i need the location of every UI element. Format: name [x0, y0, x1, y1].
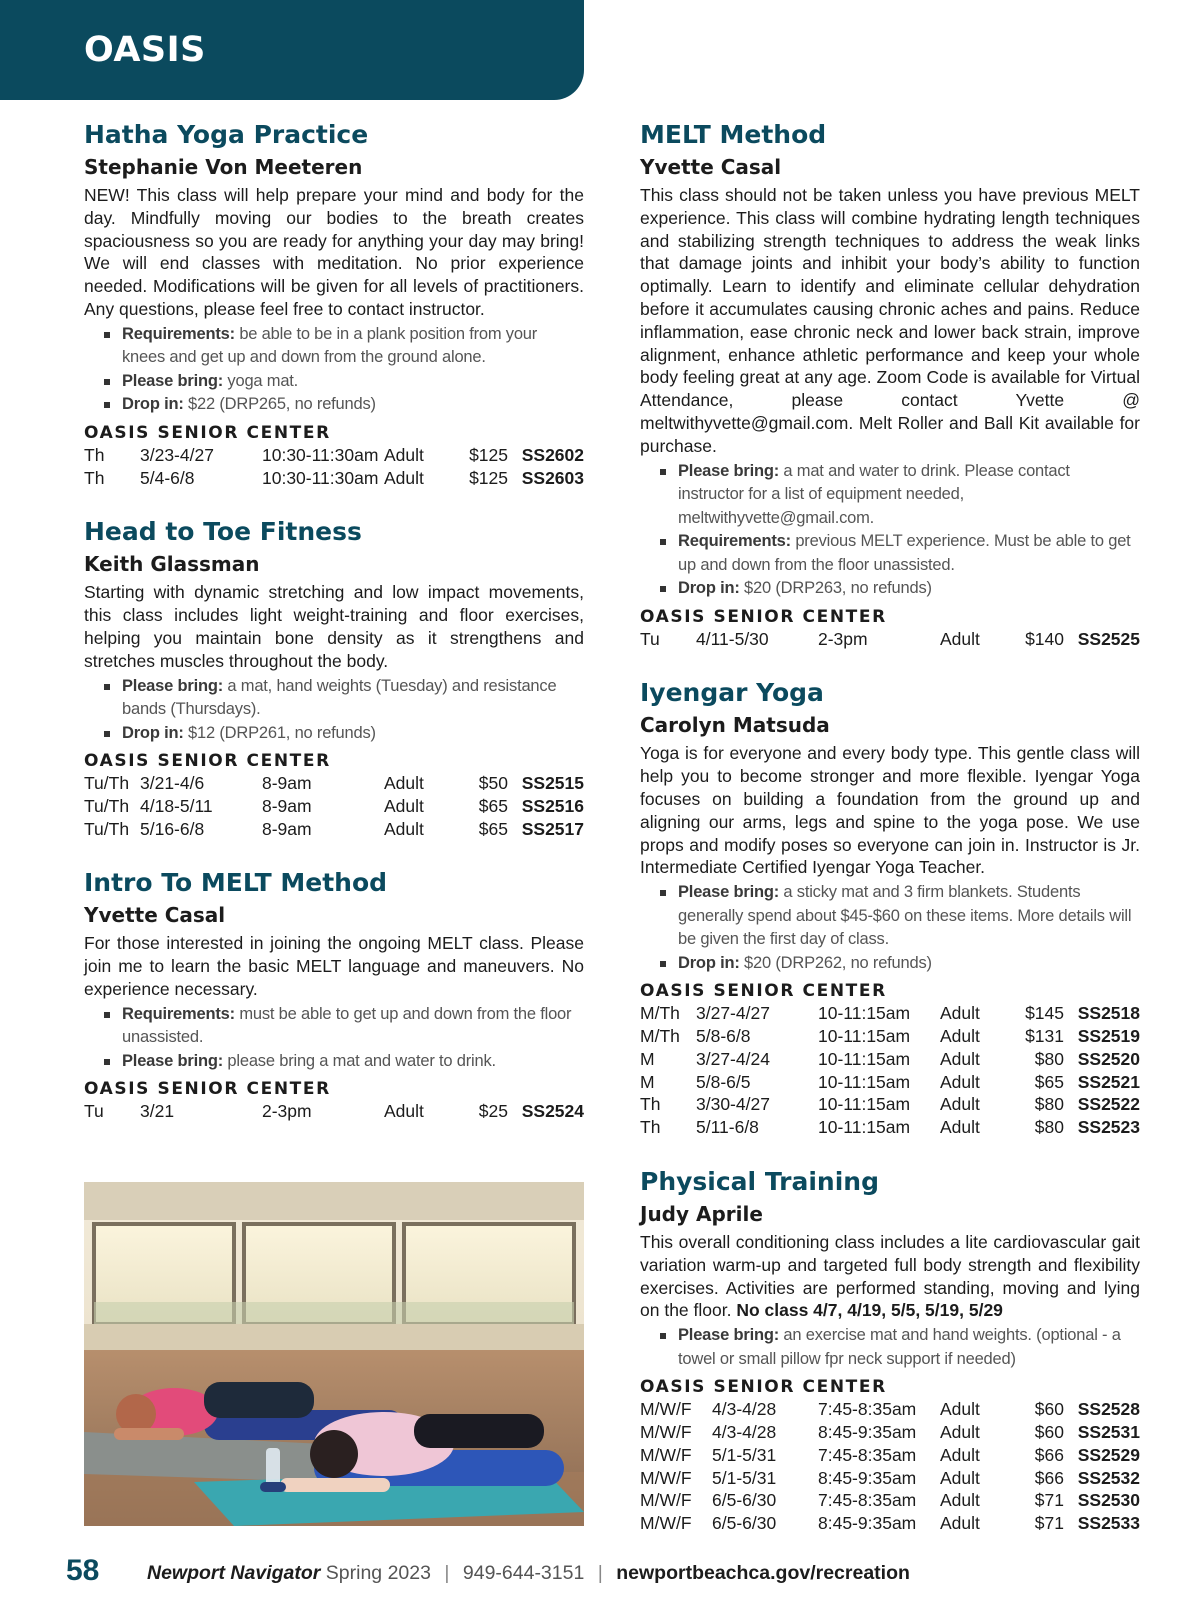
course-instructor: Carolyn Matsuda — [640, 713, 830, 738]
note-text: a sticky mat and 3 firm blankets. Students generally spend about $45-$60 on these items. More details will be given the first day of class. — [678, 883, 1132, 949]
schedule-row — [84, 818, 584, 841]
course-notes — [104, 675, 584, 746]
schedule-age: Adult — [384, 818, 424, 839]
schedule-time: 10-11:15am — [818, 1003, 911, 1024]
note-label: Drop in: — [122, 723, 184, 742]
schedule-row — [640, 1421, 1140, 1444]
schedule-row — [640, 1071, 1140, 1094]
schedule-row — [84, 1100, 584, 1123]
note-item — [104, 722, 584, 746]
course-location: OASIS SENIOR CENTER — [84, 422, 331, 443]
schedule-dates: 3/23-4/27 — [140, 444, 214, 465]
schedule-dates: 5/4-6/8 — [140, 467, 195, 488]
schedule-fee: $145 — [1025, 1003, 1064, 1024]
schedule-time: 10:30-11:30am — [262, 444, 379, 465]
note-label: Drop in: — [678, 579, 740, 598]
note-label: Requirements: — [678, 532, 791, 551]
schedule-row — [640, 1048, 1140, 1071]
note-item — [104, 370, 584, 394]
course-iyengar-yoga — [640, 676, 1140, 1139]
schedule-code: SS2516 — [521, 795, 584, 816]
schedule-time: 8:45-9:35am — [818, 1513, 917, 1534]
note-text: $20 (DRP263, no refunds) — [739, 579, 932, 598]
section-title: OASIS — [84, 30, 206, 70]
note-item — [104, 1050, 584, 1074]
course-melt-method — [640, 118, 1140, 650]
schedule-fee: $80 — [1034, 1048, 1064, 1069]
course-description: For those interested in joining the ongoing MELT class. Please join me to learn the basic MELT language and maneuvers. No experience necessary. — [84, 933, 584, 1000]
schedule-dates: 4/3-4/28 — [712, 1399, 777, 1420]
schedule-code: SS2515 — [521, 773, 584, 794]
schedule-fee: $25 — [478, 1101, 508, 1122]
schedule-fee: $80 — [1034, 1117, 1064, 1138]
schedule-dates: 3/30-4/27 — [696, 1094, 770, 1115]
course-title: Physical Training — [640, 1166, 879, 1196]
schedule-age: Adult — [384, 795, 424, 816]
course-notes — [104, 1003, 584, 1074]
note-text: $12 (DRP261, no refunds) — [183, 723, 376, 742]
schedule-code: SS2528 — [1077, 1399, 1140, 1420]
page-footer — [66, 1552, 1166, 1592]
note-label: Please bring: — [678, 1326, 780, 1345]
course-title: Iyengar Yoga — [640, 678, 824, 708]
schedule-dates: 5/16-6/8 — [140, 818, 205, 839]
schedule-dates: 5/8-6/8 — [696, 1025, 751, 1046]
schedule-dates: 5/1-5/31 — [712, 1444, 777, 1465]
schedule-code: SS2529 — [1077, 1444, 1140, 1465]
schedule-code: SS2517 — [521, 818, 584, 839]
schedule-age: Adult — [940, 628, 980, 649]
course-description — [640, 1231, 1140, 1322]
schedule-dates: 3/21 — [140, 1101, 175, 1122]
schedule-time: 8-9am — [262, 795, 312, 816]
course-title: Head to Toe Fitness — [84, 517, 362, 547]
note-item — [660, 577, 1140, 601]
schedule-dates: 4/3-4/28 — [712, 1421, 777, 1442]
schedule-table — [84, 772, 584, 840]
schedule-row — [84, 795, 584, 818]
note-item — [104, 1003, 584, 1050]
note-text: please bring a mat and water to drink. — [223, 1051, 496, 1070]
schedule-time: 10-11:15am — [818, 1094, 911, 1115]
schedule-code: SS2518 — [1077, 1003, 1140, 1024]
schedule-fee: $71 — [1034, 1513, 1064, 1534]
schedule-dates: 3/27-4/24 — [696, 1048, 770, 1069]
course-description: NEW! This class will help prepare your mind and body for the day. Mindfully moving our bodies to the breath creates spaciousness so you are ready for anything your day may bring! We will end classes with meditation. No prior experience needed. Modifications will be given for all levels of practitioners. Any questions, please feel free to contact instructor. — [84, 185, 584, 319]
schedule-table — [640, 628, 1140, 651]
schedule-row — [640, 1093, 1140, 1116]
schedule-days: Tu/Th — [84, 795, 130, 816]
course-location: OASIS SENIOR CENTER — [640, 606, 887, 627]
schedule-days: Tu — [640, 628, 660, 649]
schedule-table — [84, 1100, 584, 1123]
schedule-code: SS2531 — [1077, 1421, 1140, 1442]
course-notes — [104, 323, 584, 417]
schedule-code: SS2525 — [1077, 628, 1140, 649]
schedule-age: Adult — [940, 1048, 980, 1069]
note-item — [104, 323, 584, 370]
schedule-code: SS2603 — [521, 467, 584, 488]
course-notes — [660, 881, 1140, 975]
schedule-time: 8-9am — [262, 773, 312, 794]
note-text: a mat, hand weights (Tuesday) and resistance bands (Thursdays). — [122, 676, 557, 719]
note-text: be able to be in a plank position from your knees and get up and down from the ground alone. — [122, 324, 538, 367]
section-banner — [0, 0, 584, 100]
schedule-days: M/W/F — [640, 1444, 692, 1465]
schedule-days: Th — [640, 1094, 661, 1115]
note-item — [660, 460, 1140, 531]
schedule-row — [640, 1002, 1140, 1025]
schedule-code: SS2602 — [521, 444, 584, 465]
schedule-time: 2-3pm — [262, 1101, 312, 1122]
schedule-row — [84, 467, 584, 490]
schedule-age: Adult — [940, 1003, 980, 1024]
schedule-age: Adult — [940, 1399, 980, 1420]
schedule-fee: $66 — [1034, 1444, 1064, 1465]
course-title: MELT Method — [640, 120, 827, 149]
schedule-code: SS2524 — [521, 1101, 584, 1122]
course-instructor: Yvette Casal — [640, 155, 782, 179]
description-text: This overall conditioning class includes a lite cardiovascular gait variation warm-up and targeted full body strength and flexibility exercises. Activities are performed standing, moving and lying on the floor. — [640, 1231, 1140, 1321]
phone-number: 949-644-3151 — [462, 1562, 585, 1584]
schedule-age: Adult — [940, 1421, 980, 1442]
schedule-age: Adult — [940, 1025, 980, 1046]
schedule-fee: $65 — [478, 818, 508, 839]
separator: | — [597, 1562, 603, 1584]
schedule-days: M/Th — [640, 1025, 680, 1046]
schedule-fee: $140 — [1025, 628, 1064, 649]
exercise-class-photo — [84, 1182, 584, 1526]
note-text: must be able to get up and down from the floor unassisted. — [122, 1004, 572, 1047]
schedule-days: Tu/Th — [84, 773, 130, 794]
separator: | — [444, 1562, 450, 1584]
course-instructor: Stephanie Von Meeteren — [84, 155, 363, 179]
schedule-fee: $65 — [1034, 1071, 1064, 1092]
schedule-age: Adult — [940, 1444, 980, 1465]
schedule-fee: $60 — [1034, 1399, 1064, 1420]
schedule-time: 7:45-8:35am — [818, 1444, 917, 1465]
course-instructor: Judy Aprile — [640, 1201, 763, 1226]
course-intro-melt — [84, 866, 584, 1123]
note-label: Please bring: — [678, 461, 780, 480]
course-head-to-toe — [84, 515, 584, 840]
schedule-age: Adult — [940, 1071, 980, 1092]
note-item — [104, 675, 584, 722]
schedule-days: Tu/Th — [84, 818, 130, 839]
schedule-code: SS2530 — [1077, 1490, 1140, 1511]
course-instructor: Keith Glassman — [84, 552, 260, 577]
schedule-age: Adult — [940, 1513, 980, 1534]
schedule-age: Adult — [384, 773, 424, 794]
schedule-days: M/W/F — [640, 1399, 692, 1420]
schedule-fee: $66 — [1034, 1467, 1064, 1488]
note-label: Please bring: — [122, 676, 224, 695]
schedule-time: 10-11:15am — [818, 1117, 911, 1138]
schedule-time: 10:30-11:30am — [262, 467, 379, 488]
schedule-code: SS2519 — [1077, 1025, 1140, 1046]
schedule-time: 2-3pm — [818, 628, 868, 649]
schedule-table — [640, 1398, 1140, 1535]
note-item — [104, 393, 584, 417]
note-label: Drop in: — [122, 395, 184, 414]
left-column — [84, 118, 584, 1123]
schedule-row — [640, 1467, 1140, 1490]
schedule-dates: 3/21-4/6 — [140, 773, 205, 794]
schedule-code: SS2521 — [1077, 1071, 1140, 1092]
no-class-dates: No class 4/7, 4/19, 5/5, 5/19, 5/29 — [736, 1300, 1003, 1321]
schedule-days: M/W/F — [640, 1421, 692, 1442]
course-description: Starting with dynamic stretching and low impact movements, this class includes light weight-training and floor exercises, helping you maintain bone density as it strengthens and stretches muscles throughout the body. — [84, 582, 584, 671]
schedule-time: 10-11:15am — [818, 1071, 911, 1092]
schedule-dates: 5/11-6/8 — [696, 1117, 759, 1138]
course-hatha-yoga — [84, 118, 584, 489]
schedule-time: 8-9am — [262, 818, 312, 839]
course-location: OASIS SENIOR CENTER — [640, 981, 887, 1002]
schedule-days: M — [640, 1048, 655, 1069]
course-instructor: Yvette Casal — [84, 903, 226, 928]
schedule-row — [640, 1512, 1140, 1535]
course-location: OASIS SENIOR CENTER — [640, 1377, 887, 1398]
schedule-days: M — [640, 1071, 655, 1092]
schedule-fee: $80 — [1034, 1094, 1064, 1115]
schedule-code: SS2520 — [1077, 1048, 1140, 1069]
note-text: a mat and water to drink. Please contact instructor for a list of equipment needed, meltwithyvette@gmail.com. — [678, 461, 1070, 527]
schedule-time: 10-11:15am — [818, 1025, 911, 1046]
schedule-dates: 5/8-6/5 — [696, 1071, 751, 1092]
course-description: This class should not be taken unless you have previous MELT experience. This class will combine hydrating length techniques and stabilizing strength techniques to address the weak links that damage joints and inhibit your body’s ability to function optimally. Learn to identify and eliminate cellular dehydration before it accumulates causing chronic aches and pains. Reduce inflammation, ease chronic neck and lower back strain, improve alignment, enhance athletic performance and keep your whole body feeling great at any age. Zoom Code is available for Virtual Attendance, please contact Yvette @ meltwithyvette@gmail.com. Melt Roller and Ball Kit available for purchase. — [640, 185, 1140, 456]
schedule-code: SS2533 — [1077, 1513, 1140, 1534]
schedule-days: M/W/F — [640, 1490, 692, 1511]
note-label: Please bring: — [678, 883, 780, 902]
note-item — [660, 530, 1140, 577]
schedule-row — [84, 772, 584, 795]
schedule-row — [640, 1116, 1140, 1139]
footer-info — [147, 1562, 910, 1585]
note-text: an exercise mat and hand weights. (optional - a towel or small pillow fpr neck support if needed) — [678, 1326, 1121, 1368]
schedule-time: 8:45-9:35am — [818, 1467, 917, 1488]
schedule-age: Adult — [940, 1490, 980, 1511]
schedule-row — [640, 1398, 1140, 1421]
course-notes — [660, 1324, 1140, 1371]
schedule-days: Th — [84, 467, 105, 488]
schedule-days: Th — [84, 444, 105, 465]
note-text: previous MELT experience. Must be able to get up and down from the floor unassisted. — [678, 532, 1131, 574]
page-number: 58 — [66, 1554, 100, 1587]
schedule-days: M/W/F — [640, 1467, 692, 1488]
schedule-table — [640, 1002, 1140, 1139]
season: Spring 2023 — [325, 1562, 431, 1584]
schedule-age: Adult — [384, 467, 424, 488]
schedule-time: 7:45-8:35am — [818, 1399, 917, 1420]
schedule-age: Adult — [940, 1467, 980, 1488]
schedule-table — [84, 444, 584, 490]
schedule-fee: $125 — [469, 467, 508, 488]
note-item — [660, 952, 1140, 976]
course-description: Yoga is for everyone and every body type. This gentle class will help you to become stronger and more flexible. Iyengar Yoga focuses on building a foundation from the ground up and aligning our arms, legs and spine to the yoga pose. We use props and modify poses so everyone can join in. Instructor is Jr. Intermediate Certified Iyengar Yoga Teacher. — [640, 743, 1140, 878]
schedule-days: Tu — [84, 1101, 104, 1122]
schedule-code: SS2522 — [1077, 1094, 1140, 1115]
note-label: Please bring: — [122, 371, 224, 390]
course-notes — [660, 460, 1140, 601]
schedule-age: Adult — [940, 1094, 980, 1115]
schedule-row — [640, 628, 1140, 651]
right-column — [640, 118, 1140, 1535]
schedule-dates: 6/5-6/30 — [712, 1513, 777, 1534]
schedule-age: Adult — [384, 1101, 424, 1122]
publication-name: Newport Navigator — [147, 1562, 321, 1584]
note-text: $20 (DRP262, no refunds) — [739, 953, 932, 972]
course-title: Intro To MELT Method — [84, 868, 388, 898]
course-physical-training — [640, 1165, 1140, 1535]
note-text: $22 (DRP265, no refunds) — [183, 395, 376, 414]
schedule-row — [84, 444, 584, 467]
schedule-time: 10-11:15am — [818, 1048, 911, 1069]
note-label: Drop in: — [678, 953, 740, 972]
note-label: Requirements: — [122, 324, 235, 343]
schedule-dates: 4/18-5/11 — [140, 795, 213, 816]
course-title: Hatha Yoga Practice — [84, 120, 369, 149]
schedule-days: M/W/F — [640, 1513, 692, 1534]
schedule-fee: $50 — [478, 773, 508, 794]
schedule-code: SS2532 — [1077, 1467, 1140, 1488]
schedule-fee: $65 — [478, 795, 508, 816]
schedule-row — [640, 1489, 1140, 1512]
schedule-days: M/Th — [640, 1003, 680, 1024]
note-item — [660, 881, 1140, 952]
schedule-time: 8:45-9:35am — [818, 1421, 917, 1442]
schedule-time: 7:45-8:35am — [818, 1490, 917, 1511]
note-label: Please bring: — [122, 1051, 224, 1070]
schedule-row — [640, 1444, 1140, 1467]
course-location: OASIS SENIOR CENTER — [84, 751, 331, 772]
schedule-age: Adult — [384, 444, 424, 465]
schedule-row — [640, 1025, 1140, 1048]
schedule-dates: 3/27-4/27 — [696, 1003, 770, 1024]
schedule-fee: $125 — [469, 444, 508, 465]
note-text: yoga mat. — [223, 371, 299, 390]
schedule-dates: 6/5-6/30 — [712, 1490, 777, 1511]
schedule-age: Adult — [940, 1117, 980, 1138]
course-location: OASIS SENIOR CENTER — [84, 1079, 331, 1100]
schedule-fee: $71 — [1034, 1490, 1064, 1511]
schedule-fee: $60 — [1034, 1421, 1064, 1442]
schedule-dates: 5/1-5/31 — [712, 1467, 777, 1488]
note-item — [660, 1324, 1140, 1371]
note-label: Requirements: — [122, 1004, 235, 1023]
schedule-days: Th — [640, 1117, 661, 1138]
website-link[interactable]: newportbeachca.gov/recreation — [616, 1562, 910, 1584]
schedule-dates: 4/11-5/30 — [696, 628, 769, 649]
schedule-code: SS2523 — [1077, 1117, 1140, 1138]
schedule-fee: $131 — [1025, 1025, 1064, 1046]
